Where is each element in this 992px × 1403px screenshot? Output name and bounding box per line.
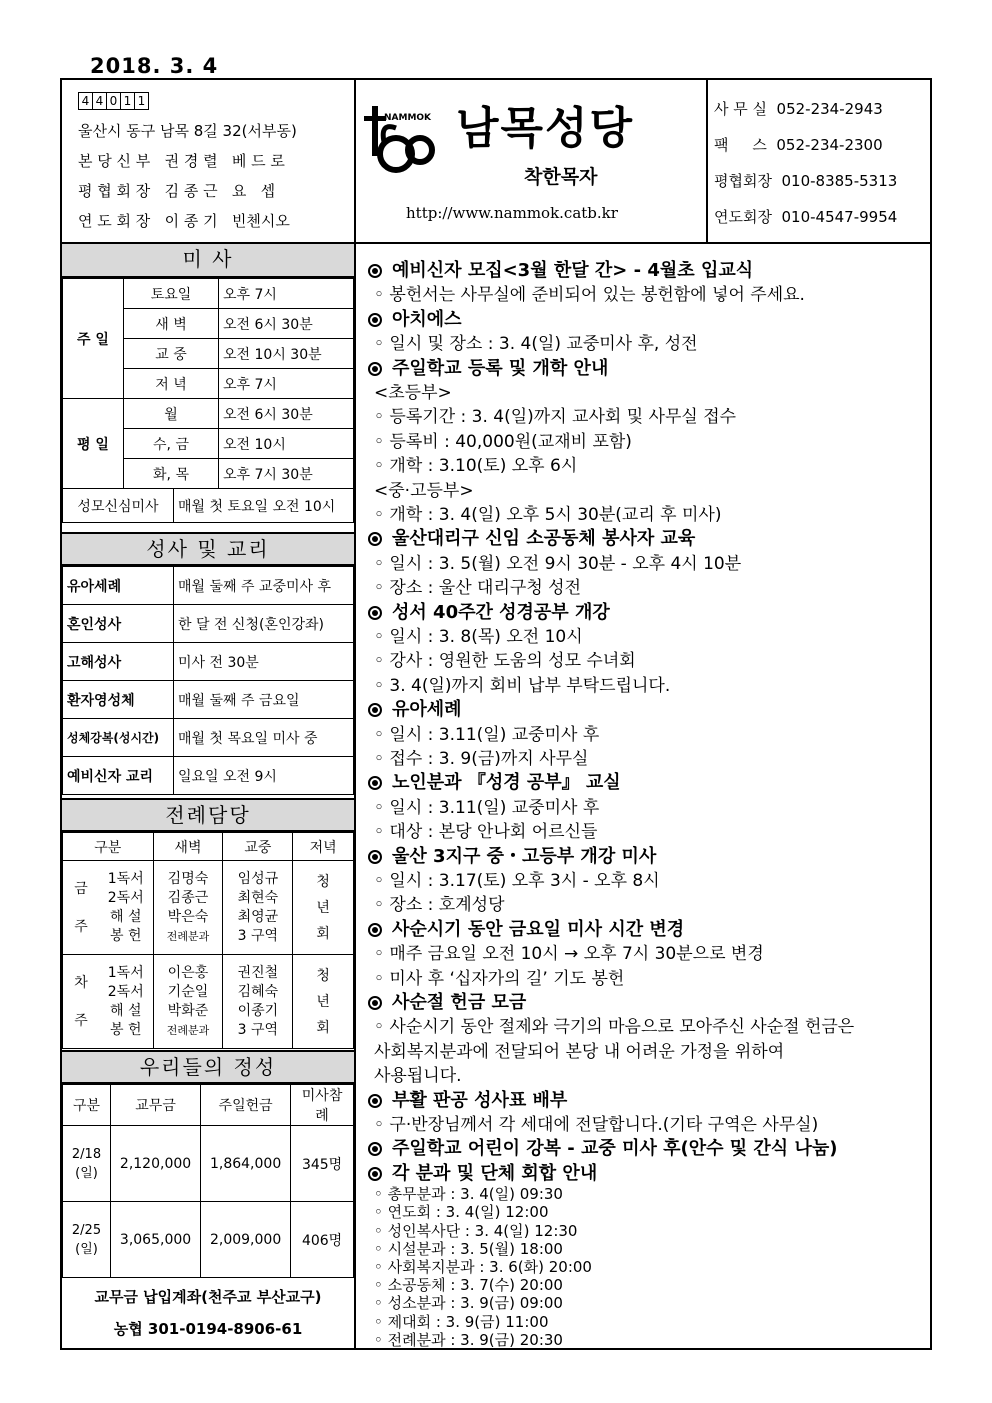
offering-row: [63, 1126, 354, 1202]
mass-day: 수, 금: [124, 429, 219, 459]
announcement-item: ◦ 미사 후 ‘십자가의 길’ 기도 봉헌: [374, 968, 625, 989]
zip-digit: 4: [92, 92, 107, 110]
announcement-item: ◦ 봉헌서는 사무실에 준비되어 있는 봉헌함에 넣어 주세요.: [374, 285, 805, 306]
announcement-heading: [368, 1134, 837, 1160]
website-link[interactable]: http://www.nammok.catb.kr: [406, 204, 618, 222]
weekday-label: 평 일: [63, 399, 124, 489]
circle-bullet-icon: [368, 362, 382, 376]
liturgy-main: 권진철: [237, 964, 279, 981]
liturgy-dawn: 박은숙: [167, 908, 209, 925]
contacts: [708, 80, 930, 242]
liturgy-evening: 년: [316, 899, 330, 916]
circle-bullet-icon: [368, 532, 382, 546]
offering-sunday: 1,864,000: [201, 1126, 291, 1202]
announcement-item: ◦ 사순시기 동안 절제와 극기의 마음으로 모아주신 사순절 헌금은: [374, 1017, 855, 1038]
liturgy-roles: 2독서: [107, 983, 144, 1000]
zip-digit: 4: [78, 92, 93, 110]
announcement-item: ◦ 구·반장님께서 각 세대에 전달합니다.(기타 구역은 사무실): [374, 1115, 819, 1135]
announcement-item: ◦ 매주 금요일 오전 10시 → 오후 7시 30분으로 변경: [374, 944, 764, 965]
circle-bullet-icon: [368, 1167, 382, 1181]
liturgy-roles: 봉 헌: [110, 1021, 142, 1038]
header-title: [356, 80, 708, 242]
liturgy-roles: 봉 헌: [110, 927, 142, 944]
liturgy-main: 3 구역: [237, 1021, 279, 1038]
sacrament-label: 고해성사: [63, 643, 174, 681]
circle-bullet-icon: [368, 850, 382, 864]
contact-yeondo: 연도회장 010-4547-9954: [714, 208, 898, 226]
meeting-item: ◦ 제대회 : 3. 9(금) 11:00: [374, 1312, 549, 1331]
announcement-item: ◦ 장소 : 호계성당: [374, 895, 505, 916]
sacrament-row: [63, 757, 354, 795]
meeting-item: ◦ 시설분과 : 3. 5(월) 18:00: [374, 1239, 563, 1258]
meeting-item: ◦ 사회복지분과 : 3. 6(화) 20:00: [374, 1258, 592, 1276]
offering-date: 2/18: [71, 1146, 102, 1162]
liturgy-roles: 해 설: [110, 1002, 142, 1019]
sacrament-label: 예비신자 교리: [63, 757, 174, 795]
sunday-label: 주 일: [63, 279, 124, 399]
liturgy-dawn: 김명숙: [167, 870, 209, 887]
offering-date: (일): [75, 1165, 98, 1181]
liturgy-main: 이종기: [237, 1002, 279, 1019]
announcements: [356, 244, 930, 1350]
announcement-item: ◦ 개학 : 3.10(토) 오후 6시: [374, 456, 578, 477]
announcement-item: ◦ 등록기간 : 3. 4(일)까지 교사회 및 사무실 접수: [374, 407, 737, 428]
circle-bullet-icon: [368, 923, 382, 937]
announcement-heading-text: 울산대리구 신임 소공동체 봉사자 교육: [392, 528, 696, 550]
announcement-heading: [368, 768, 621, 794]
announcement-heading: [368, 988, 526, 1014]
mass-title: 미 사: [62, 244, 354, 278]
announcement-heading-text: 주일학교 어린이 강복 - 교중 미사 후(안수 및 간식 나눔): [392, 1138, 838, 1160]
staff-yeondo: 연 도 회 장 이 종 기 빈첸시오: [78, 212, 290, 230]
staff-priest: 본 당 신 부 권 경 렬 베 드 로: [78, 152, 285, 170]
announcement-heading: [368, 598, 610, 624]
sacraments-title: 성사 및 교리: [62, 532, 354, 566]
offering-header: 교무금: [111, 1085, 201, 1126]
header: [62, 80, 930, 244]
sacrament-value: 한 달 전 신청(혼인강좌): [174, 605, 354, 643]
sacrament-value: 매월 둘째 주 교중미사 후: [174, 567, 354, 605]
announcement-item: ◦ 일시 및 장소 : 3. 4(일) 교중미사 후, 성전: [374, 334, 698, 355]
zip-digit: 0: [106, 92, 121, 110]
liturgy-dawn: 박화준: [167, 1002, 209, 1019]
parish-name: 남목성당: [456, 103, 635, 154]
header-info: [62, 80, 356, 242]
bulletin-date: 2018. 3. 4: [90, 54, 219, 78]
announcement-item: ◦ 장소 : 울산 대리구청 성전: [374, 578, 581, 599]
announcement-heading-text: 각 분과 및 단체 회합 안내: [392, 1162, 598, 1184]
zip-code: [78, 92, 148, 110]
sacrament-value: 미사 전 30분: [174, 643, 354, 681]
meeting-item: ◦ 소공동체 : 3. 7(수) 20:00: [374, 1276, 563, 1295]
liturgy-evening: 회: [316, 1019, 330, 1036]
liturgy-table: [62, 832, 354, 1049]
bulletin-frame: [60, 78, 932, 1350]
liturgy-dawn: 전례분과: [166, 929, 210, 943]
liturgy-header: 교중: [223, 833, 293, 861]
announcement-heading-text: 사순시기 동안 금요일 미사 시간 변경: [392, 918, 685, 940]
offering-dues: 2,120,000: [111, 1126, 201, 1202]
week-label: 주: [74, 1012, 88, 1029]
sacrament-label: 유아세례: [63, 567, 174, 605]
liturgy-week-row: [63, 955, 354, 1049]
offering-dues: 3,065,000: [111, 1202, 201, 1278]
mass-day: 화, 목: [124, 459, 219, 489]
offering-sunday: 2,009,000: [201, 1202, 291, 1278]
meeting-item: ◦ 전례분과 : 3. 9(금) 20:30: [374, 1330, 563, 1349]
sacrament-label: 혼인성사: [63, 605, 174, 643]
mass-time: 오전 6시 30분: [219, 309, 354, 339]
announcement-heading: [368, 305, 462, 331]
announcement-item: ◦ 강사 : 영원한 도움의 성모 수녀회: [374, 651, 636, 672]
liturgy-dawn: 이은홍: [167, 964, 209, 981]
announcement-heading: [368, 915, 684, 941]
offering-header: 구분: [63, 1085, 111, 1126]
sacrament-label: 환자영성체: [63, 681, 174, 719]
offering-row: [63, 1202, 354, 1278]
mass-day: 저 녁: [124, 369, 219, 399]
zip-digit: 1: [120, 92, 135, 110]
mass-day: 새 벽: [124, 309, 219, 339]
motto: 착한목자: [524, 166, 598, 188]
offering-header: 주일헌금: [201, 1085, 291, 1126]
announcement-item: <중·고등부>: [374, 480, 474, 501]
liturgy-header: 구분: [63, 833, 154, 861]
announcement-item: ◦ 대상 : 본당 안나회 어르신들: [374, 822, 598, 843]
mass-time: 오후 7시: [219, 279, 354, 309]
mass-time: 오전 6시 30분: [219, 399, 354, 429]
liturgy-evening: 청: [316, 873, 330, 890]
circle-bullet-icon: [368, 1142, 382, 1156]
mass-day: 월: [124, 399, 219, 429]
announcement-heading-text: 주일학교 등록 및 개학 안내: [392, 357, 609, 379]
announcement-heading-text: 아치에스: [392, 308, 462, 330]
announcement-heading-text: 유아세례: [392, 699, 462, 721]
sacrament-row: [63, 719, 354, 757]
offering-header: 미사참례: [291, 1085, 354, 1126]
circle-bullet-icon: [368, 776, 382, 790]
mass-time: 오전 10시: [219, 429, 354, 459]
announcement-item: <초등부>: [374, 383, 452, 403]
left-column: [62, 244, 356, 1350]
staff-council: 평 협 회 장 김 종 근 요 셉: [78, 182, 276, 200]
contact-council: 평협회장 010-8385-5313: [714, 172, 898, 190]
liturgy-dawn: 김종근: [167, 889, 209, 906]
sacrament-row: [63, 567, 354, 605]
meeting-item: ◦ 성인복사단 : 3. 4(일) 12:30: [374, 1221, 578, 1240]
liturgy-header: 새벽: [153, 833, 223, 861]
announcement-item: ◦ 접수 : 3. 9(금)까지 사무실: [374, 749, 589, 769]
announcement-item: 사용됩니다.: [374, 1066, 462, 1087]
offerings-title: 우리들의 정성: [62, 1050, 354, 1084]
circle-bullet-icon: [368, 313, 382, 327]
mass-time: 오후 7시: [219, 369, 354, 399]
announcement-item: ◦ 일시 : 3.17(토) 오후 3시 - 오후 8시: [374, 871, 660, 891]
liturgy-evening: 회: [316, 925, 330, 942]
address: 울산시 동구 남목 8길 32(서부동): [78, 122, 297, 140]
liturgy-evening: 청: [316, 967, 330, 984]
contact-fax: 팩 스 052-234-2300: [714, 136, 883, 154]
mass-time: 오전 10시 30분: [219, 339, 354, 369]
announcement-item: ◦ 일시 : 3. 5(월) 오전 9시 30분 - 오후 4시 10분: [374, 553, 742, 574]
sacrament-value: 일요일 오전 9시: [174, 757, 354, 795]
announcement-heading: [368, 354, 608, 380]
week-label: 금: [74, 880, 88, 897]
offering-date: (일): [75, 1241, 98, 1257]
sacrament-row: [63, 681, 354, 719]
mass-time: 오후 7시 30분: [219, 459, 354, 489]
liturgy-evening: 년: [316, 993, 330, 1010]
meeting-item: ◦ 연도회 : 3. 4(일) 12:00: [374, 1203, 549, 1222]
sacred-heart-label: 성모신심미사: [63, 489, 174, 523]
liturgy-header: 저녁: [293, 833, 354, 861]
offering-attendance: 406명: [291, 1202, 354, 1278]
announcement-heading: [368, 1159, 597, 1185]
account-number: 농협 301-0194-8906-61: [113, 1320, 303, 1338]
sacrament-label: 성체강복(성시간): [63, 719, 174, 757]
mass-day: 토요일: [124, 279, 219, 309]
announcement-heading-text: 예비신자 모집<3월 한달 간> - 4월초 입교식: [392, 260, 754, 281]
announcement-heading-text: 울산 3지구 중・고등부 개강 미사: [392, 845, 657, 867]
announcement-item: ◦ 등록비 : 40,000원(교재비 포함): [374, 431, 632, 452]
liturgy-main: 최현숙: [237, 889, 279, 906]
liturgy-roles: 1독서: [107, 964, 144, 981]
offering-attendance: 345명: [291, 1126, 354, 1202]
logo-text: NAMMOK: [384, 113, 432, 123]
liturgy-main: 임성규: [237, 870, 279, 887]
liturgy-roles: 1독서: [107, 870, 144, 887]
mass-table: [62, 278, 354, 489]
announcement-heading-text: 사순절 헌금 모금: [392, 992, 527, 1013]
announcement-heading-text: 부활 판공 성사표 배부: [392, 1089, 568, 1111]
circle-bullet-icon: [368, 1094, 382, 1108]
week-label: 주: [74, 918, 88, 935]
sacrament-row: [63, 605, 354, 643]
circle-bullet-icon: [368, 606, 382, 620]
mass-day: 교 중: [124, 339, 219, 369]
announcement-item: 사회복지분과에 전달되어 본당 내 어려운 가정을 위하여: [374, 1041, 785, 1062]
liturgy-main: 김혜숙: [237, 983, 279, 1000]
meeting-item: ◦ 성소분과 : 3. 9(금) 09:00: [374, 1294, 563, 1313]
sacrament-value: 매월 둘째 주 금요일: [174, 681, 354, 719]
parish-logo-icon: [362, 98, 442, 178]
offering-date: 2/25: [71, 1222, 102, 1238]
announcement-item: ◦ 개학 : 3. 4(일) 오후 5시 30분(교리 후 미사): [374, 505, 722, 525]
zip-digit: 1: [134, 92, 149, 110]
liturgy-week-row: [63, 861, 354, 955]
announcement-heading: [368, 695, 462, 721]
contact-office: 사 무 실 052-234-2943: [714, 100, 883, 118]
sacraments-table: [62, 566, 354, 795]
announcement-item: ◦ 일시 : 3.11(일) 교중미사 후: [374, 797, 600, 818]
liturgy-dawn: 기순일: [167, 983, 209, 1000]
announcement-item: ◦ 일시 : 3. 8(목) 오전 10시: [374, 627, 583, 647]
circle-bullet-icon: [368, 996, 382, 1010]
announcement-item: ◦ 일시 : 3.11(일) 교중미사 후: [374, 724, 600, 745]
announcement-heading: [368, 1086, 567, 1112]
offerings-table: [62, 1084, 354, 1278]
sacrament-value: 매월 첫 목요일 미사 중: [174, 719, 354, 757]
liturgy-dawn: 전례분과: [166, 1023, 210, 1037]
liturgy-title: 전례담당: [62, 798, 354, 832]
liturgy-main: 최영균: [237, 908, 279, 925]
announcement-item: ◦ 3. 4(일)까지 회비 납부 부탁드립니다.: [374, 675, 671, 696]
liturgy-roles: 해 설: [110, 908, 142, 925]
liturgy-main: 3 구역: [237, 927, 279, 944]
liturgy-roles: 2독서: [107, 889, 144, 906]
announcement-heading-text: 성서 40주간 성경공부 개강: [392, 601, 610, 623]
announcement-heading: [368, 524, 695, 550]
circle-bullet-icon: [368, 264, 382, 278]
sacred-heart-time: 매월 첫 토요일 오전 10시: [174, 489, 354, 523]
meeting-item: ◦ 총무분과 : 3. 4(일) 09:30: [374, 1185, 563, 1204]
circle-bullet-icon: [368, 703, 382, 717]
announcement-heading: [368, 842, 656, 868]
announcement-heading: [368, 256, 753, 282]
account-title: 교무금 납입계좌(천주교 부산교구): [94, 1288, 322, 1306]
sacrament-row: [63, 643, 354, 681]
week-label: 차: [74, 974, 88, 991]
sacred-heart-mass: [62, 488, 354, 523]
announcement-heading-text: 노인분과 『성경 공부』 교실: [392, 772, 621, 794]
